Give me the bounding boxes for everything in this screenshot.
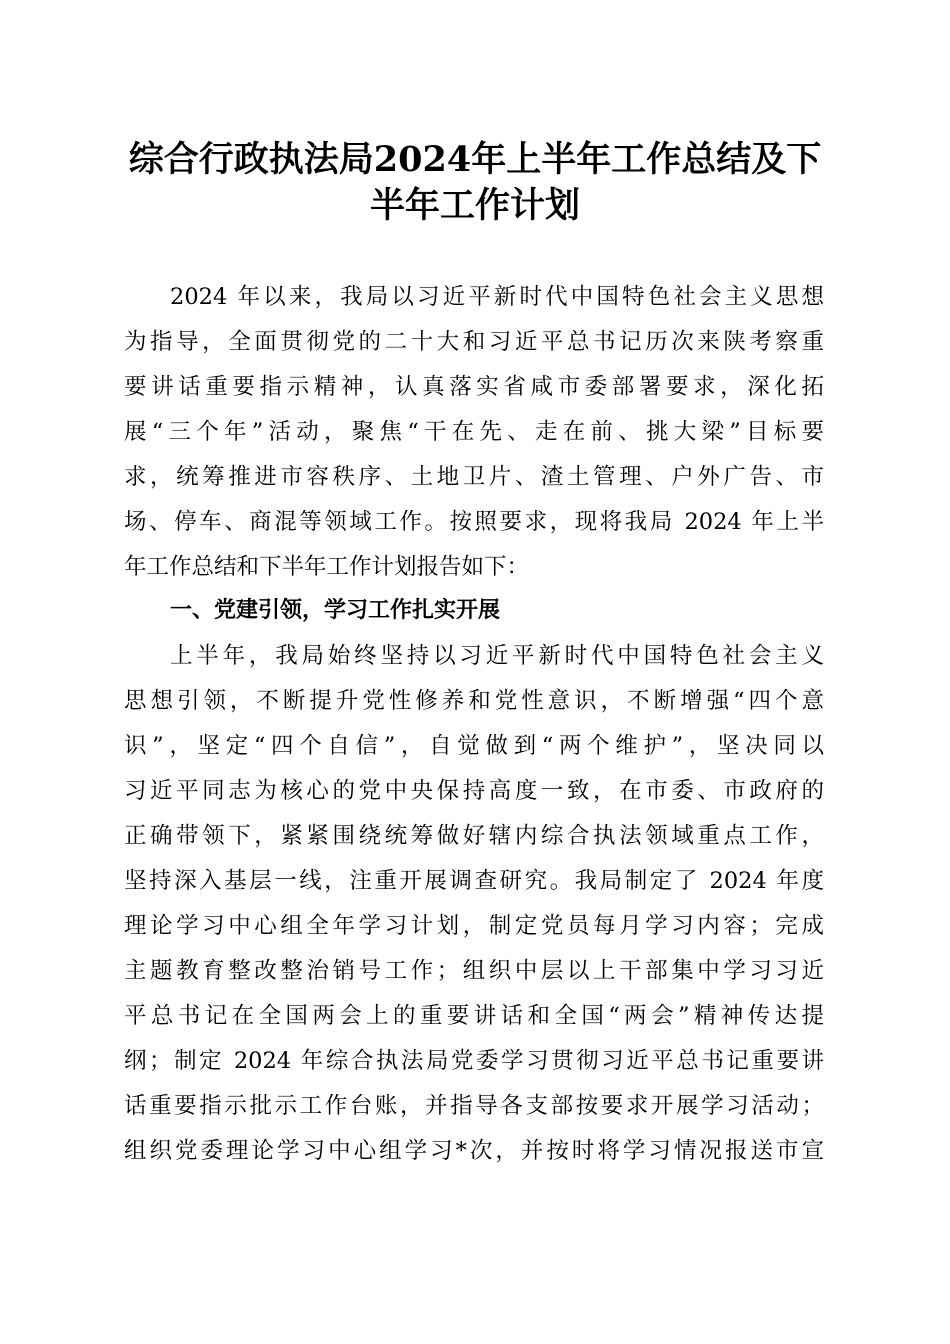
section-paragraph-line: 纲；制定 2024 年综合执法局党委学习贯彻习近平总书记重要讲 — [124, 1048, 824, 1074]
document-title-line-2: 半年工作计划 — [369, 185, 580, 226]
intro-paragraph-line: 2024 年以来，我局以习近平新时代中国特色社会主义思想 — [170, 284, 824, 310]
section-paragraph-line: 主题教育整改整治销号工作；组织中层以上干部集中学习习近 — [124, 958, 824, 984]
intro-paragraph-line: 展“三个年”活动，聚焦“干在先、走在前、挑大梁”目标要 — [124, 419, 824, 445]
document-title-line-1: 综合行政执法局2024年上半年工作总结及下 — [128, 139, 822, 180]
section-paragraph-line: 组织党委理论学习中心组学习*次，并按时将学习情况报送市宣 — [124, 1138, 824, 1164]
section-paragraph-line: 习近平同志为核心的党中央保持高度一致，在市委、市政府的 — [124, 778, 824, 804]
intro-paragraph-line: 求，统筹推进市容秩序、土地卫片、渣土管理、户外广告、市 — [124, 464, 824, 490]
intro-paragraph-line: 为指导，全面贯彻党的二十大和习近平总书记历次来陕考察重 — [124, 329, 824, 355]
intro-paragraph-line: 场、停车、商混等领域工作。按照要求，现将我局 2024 年上半 — [124, 509, 824, 535]
section-heading: 一、党建引领，学习工作扎实开展 — [170, 598, 501, 623]
section-paragraph-line: 识”，坚定“四个自信”，自觉做到“两个维护”，坚决同以 — [124, 733, 824, 759]
section-paragraph-line: 思想引领，不断提升党性修养和党性意识，不断增强“四个意 — [124, 688, 824, 714]
section-paragraph-line: 平总书记在全国两会上的重要讲话和全国“两会”精神传达提 — [124, 1003, 824, 1029]
section-paragraph-line: 上半年，我局始终坚持以习近平新时代中国特色社会主义 — [170, 643, 824, 669]
intro-paragraph-line: 要讲话重要指示精神，认真落实省咸市委部署要求，深化拓 — [124, 374, 824, 400]
section-paragraph-line: 理论学习中心组全年学习计划，制定党员每月学习内容；完成 — [124, 913, 824, 939]
section-paragraph-line: 话重要指示批示工作台账，并指导各支部按要求开展学习活动； — [124, 1093, 824, 1119]
section-paragraph-line: 坚持深入基层一线，注重开展调查研究。我局制定了 2024 年度 — [124, 868, 824, 894]
section-paragraph-line: 正确带领下，紧紧围绕统筹做好辖内综合执法领域重点工作， — [124, 823, 824, 849]
intro-paragraph-line: 年工作总结和下半年工作计划报告如下： — [124, 554, 530, 580]
